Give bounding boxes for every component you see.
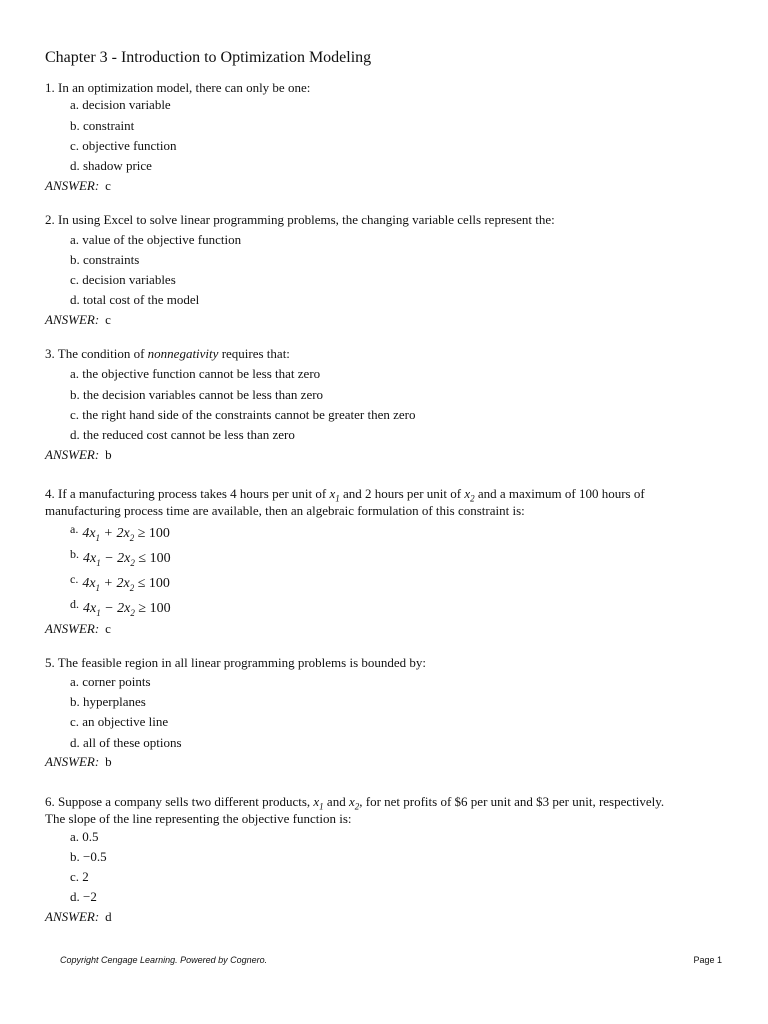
variable-letter: x [464, 486, 471, 501]
option-letter: c. [70, 572, 79, 586]
term: − 2x [100, 551, 131, 566]
variable-letter: x [313, 794, 320, 809]
term: 4x [83, 551, 97, 566]
relation: ≤ 100 [134, 576, 170, 591]
stem-text: and [323, 794, 349, 809]
option-formula [83, 601, 171, 616]
stem-text: and a maximum of 100 hours of [474, 486, 645, 501]
subscript: 2 [130, 557, 135, 568]
term: + 2x [100, 576, 130, 591]
option-formula [82, 526, 170, 541]
question-1-option-a: a. decision variable [70, 97, 171, 112]
answer-value: b [105, 447, 112, 462]
relation: ≥ 100 [134, 601, 171, 616]
question-6-option-c: c. 2 [70, 869, 89, 884]
page-title: Chapter 3 - Introduction to Optimization Modeling [45, 49, 372, 66]
question-2-stem: 2. In using Excel to solve linear programming problems, the changing variable cells represent the: [45, 212, 555, 227]
option-formula [83, 551, 171, 566]
option-letter: b. [70, 547, 79, 561]
question-3-option-b: b. the decision variables cannot be less than zero [70, 387, 324, 402]
question-4-stem-line-2: manufacturing process time are available, then an algebraic formulation of this constraint is: [45, 503, 525, 518]
question-5-stem: 5. The feasible region in all linear programming problems is bounded by: [45, 655, 427, 670]
question-5-option-a: a. corner points [70, 674, 151, 689]
subscript: 1 [95, 532, 101, 543]
question-6-stem-line-2: The slope of the line representing the objective function is: [45, 811, 352, 826]
question-6-option-a: a. 0.5 [70, 829, 99, 844]
page-number: Page 1 [693, 955, 722, 965]
variable-x2 [464, 486, 475, 504]
question-2-option-a: a. value of the objective function [70, 232, 242, 247]
stem-text: 3. The condition of [45, 346, 148, 361]
question-4-option-d [70, 596, 171, 622]
subscript: 1 [95, 582, 101, 593]
question-3-answer [45, 446, 112, 463]
stem-text: , for net profits of $6 per unit and $3 per unit, respectively. [359, 794, 665, 809]
emphasized-term: nonnegativity [147, 346, 219, 361]
question-2-option-b: b. constraints [70, 252, 140, 267]
question-6-option-b: b. −0.5 [70, 849, 107, 864]
variable-letter: x [348, 794, 355, 809]
subscript: 1 [96, 557, 101, 568]
question-5-option-c: c. an objective line [70, 714, 169, 729]
question-2-option-c: c. decision variables [70, 272, 176, 287]
answer-label: ANSWER: [45, 178, 100, 193]
question-3-option-d: d. the reduced cost cannot be less than zero [70, 427, 295, 442]
question-3-option-c: c. the right hand side of the constraints cannot be greater then zero [70, 407, 416, 422]
option-letter: d. [70, 597, 79, 611]
answer-label: ANSWER: [45, 754, 100, 769]
question-1-option-d: d. shadow price [70, 158, 152, 173]
question-4-answer [45, 620, 111, 637]
question-5-option-b: b. hyperplanes [70, 694, 146, 709]
term: 4x [82, 576, 96, 591]
option-letter: a. [70, 522, 79, 536]
variable-letter: x [329, 486, 336, 501]
question-4-option-a [70, 521, 170, 547]
term: 4x [82, 526, 96, 541]
answer-value: c [105, 621, 111, 636]
option-formula [82, 576, 170, 591]
term: − 2x [100, 601, 131, 616]
relation: ≤ 100 [134, 551, 171, 566]
question-1-option-b: b. constraint [70, 118, 135, 133]
variable-x2 [348, 794, 360, 812]
subscript: 2 [129, 532, 135, 543]
term: 4x [83, 601, 97, 616]
subscript: 1 [96, 607, 101, 618]
variable-subscript: 2 [354, 801, 360, 812]
answer-value: c [105, 312, 111, 327]
stem-text: 6. Suppose a company sells two different products, [45, 794, 314, 809]
question-4-option-b [70, 546, 171, 572]
question-5-answer [45, 753, 112, 770]
copyright-footer: Copyright Cengage Learning. Powered by Cognero. [60, 955, 268, 965]
relation: ≥ 100 [134, 526, 170, 541]
question-3-option-a: a. the objective function cannot be less that zero [70, 366, 321, 381]
question-3-stem [45, 345, 290, 362]
question-2-answer [45, 311, 111, 328]
term: + 2x [100, 526, 130, 541]
answer-label: ANSWER: [45, 447, 100, 462]
variable-subscript: 2 [470, 493, 475, 504]
subscript: 2 [130, 607, 135, 618]
answer-value: b [105, 754, 112, 769]
answer-label: ANSWER: [45, 312, 100, 327]
question-2-option-d: d. total cost of the model [70, 292, 200, 307]
question-4-option-c [70, 571, 170, 597]
question-1-stem: 1. In an optimization model, there can only be one: [45, 80, 311, 95]
question-1-answer [45, 177, 111, 194]
answer-label: ANSWER: [45, 909, 100, 924]
stem-text: requires that: [218, 346, 290, 361]
stem-text: and 2 hours per unit of [339, 486, 465, 501]
answer-label: ANSWER: [45, 621, 100, 636]
subscript: 2 [129, 582, 135, 593]
question-6-option-d: d. −2 [70, 889, 97, 904]
variable-subscript: 1 [319, 801, 324, 812]
variable-x1 [313, 794, 324, 812]
variable-subscript: 1 [335, 493, 340, 504]
answer-value: d [105, 909, 112, 924]
variable-x1 [329, 486, 340, 504]
question-1-option-c: c. objective function [70, 138, 177, 153]
answer-value: c [105, 178, 111, 193]
question-5-option-d: d. all of these options [70, 735, 182, 750]
stem-text: 4. If a manufacturing process takes 4 hours per unit of [45, 486, 330, 501]
question-6-answer [45, 908, 112, 925]
